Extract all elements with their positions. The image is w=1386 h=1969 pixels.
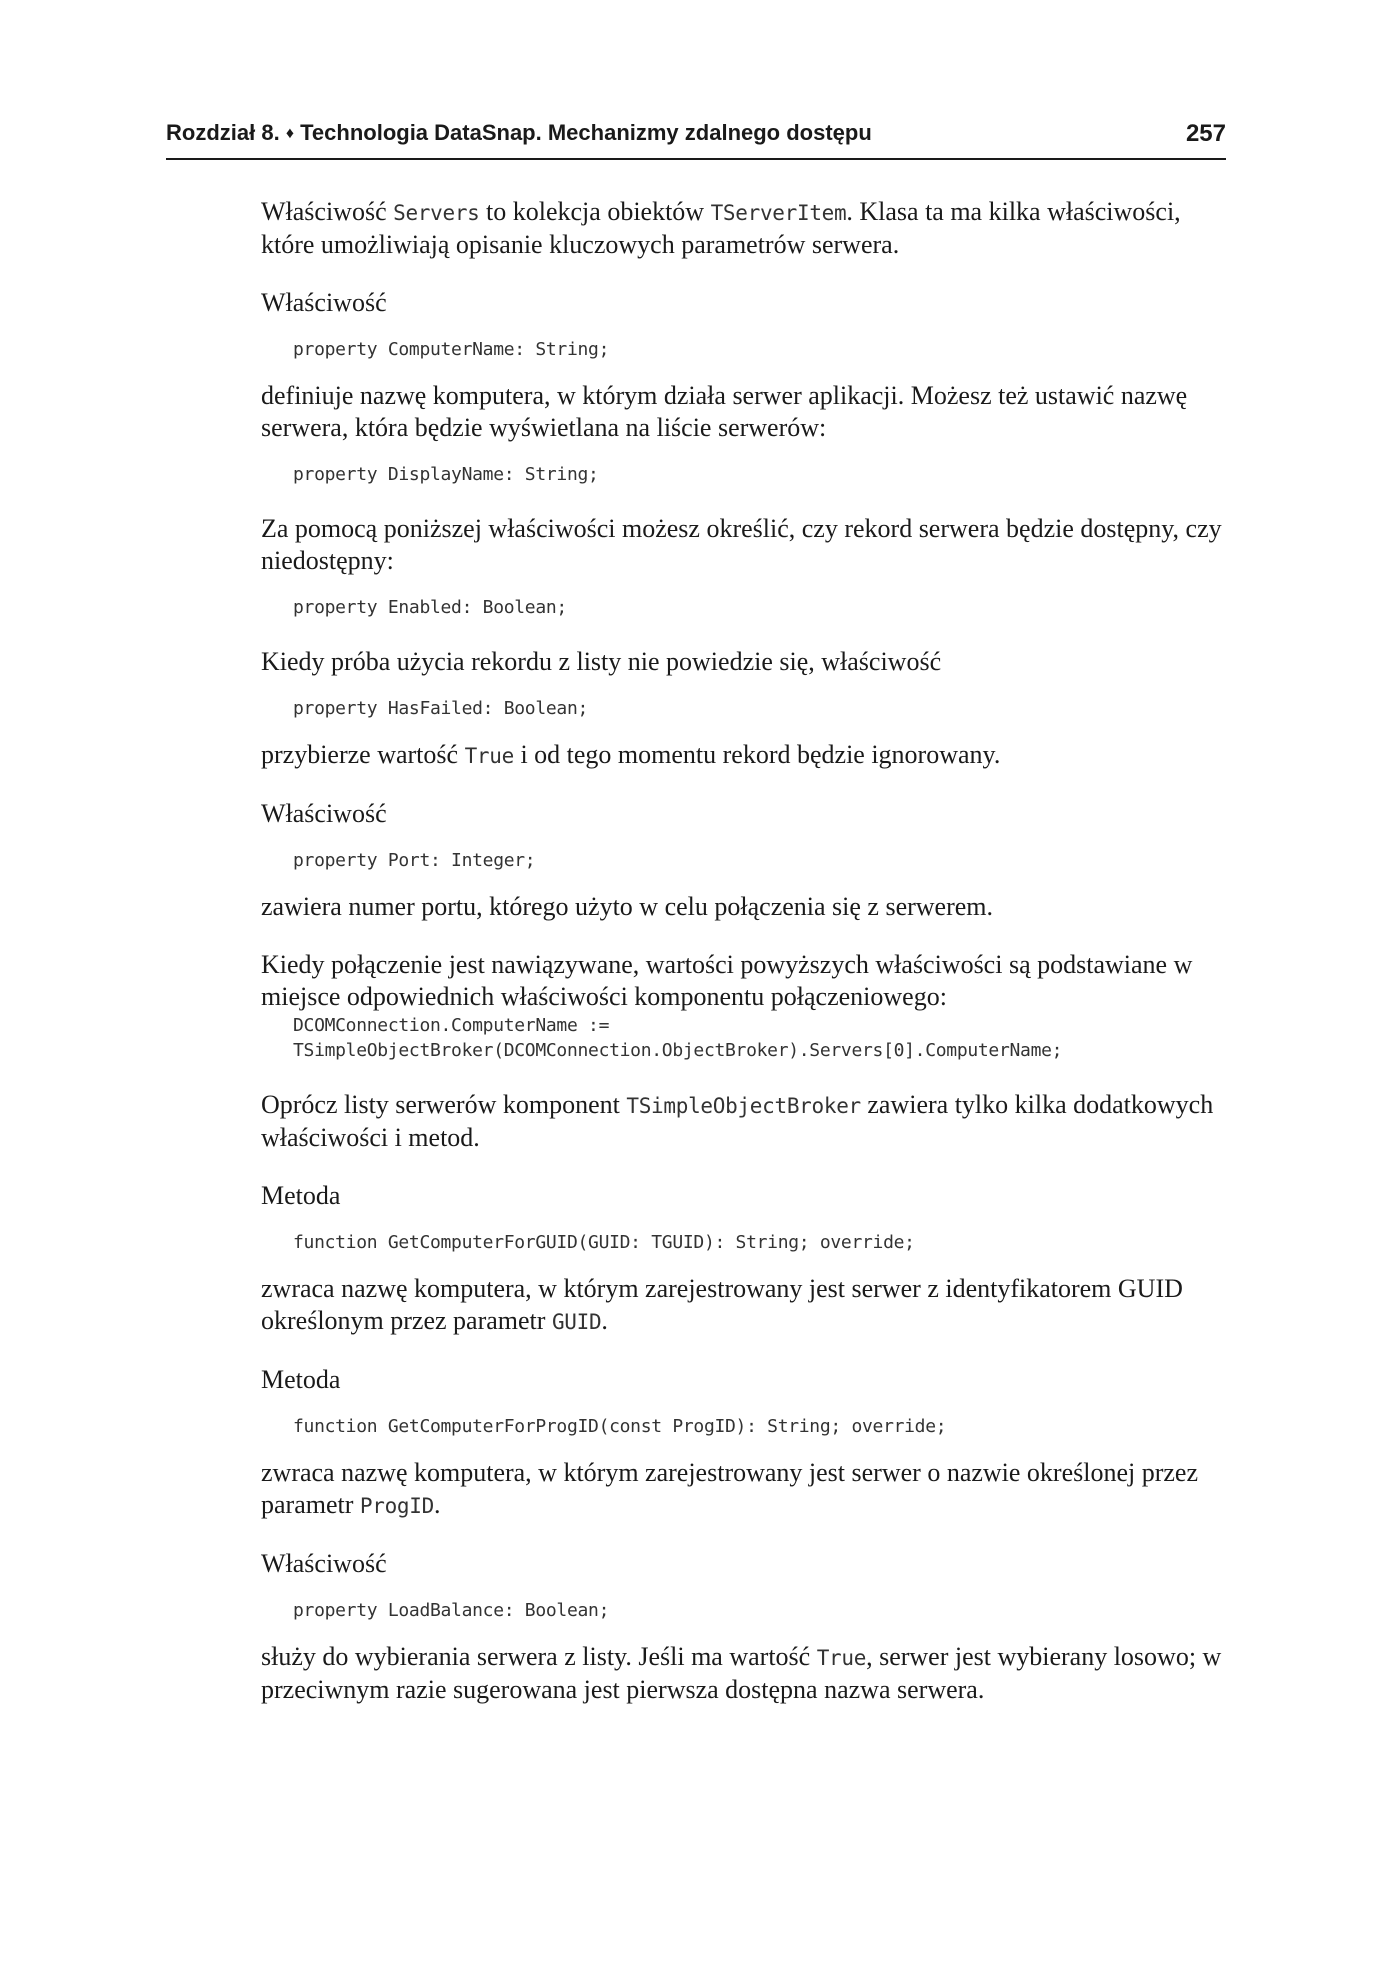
paragraph: zawiera numer portu, którego użyto w celu połączenia się z serwerem. (261, 892, 994, 921)
chapter-title: Technologia DataSnap. Mechanizmy zdalnego dostępu (300, 120, 872, 145)
inline-code: TSimpleObjectBroker (626, 1094, 861, 1118)
inline-code: Servers (393, 201, 480, 225)
text-run: zwraca nazwę komputera, w którym zarejestrowany jest serwer o nazwie określonej przez parametr (261, 1458, 1199, 1519)
code-line: property LoadBalance: Boolean; (293, 1600, 610, 1621)
inline-code: ProgID (359, 1494, 434, 1518)
code-line: TSimpleObjectBroker(DCOMConnection.ObjectBroker).Servers[0].ComputerName; (293, 1040, 1063, 1061)
text-run: zawiera tylko kilka dodatkowych właściwości i metod. (261, 1090, 1214, 1152)
inline-code: True (816, 1646, 867, 1670)
text-run: zwraca nazwę komputera, w którym zarejestrowany jest serwer z identyfikatorem GUID określonym przez parametr (261, 1274, 1183, 1335)
chapter-label: Rozdział 8. (166, 120, 280, 145)
text-run: . (601, 1306, 608, 1335)
label-paragraph: Właściwość (261, 1549, 387, 1578)
text-run: przybierze wartość (261, 740, 465, 769)
paragraph (261, 1089, 1227, 1154)
paragraph: Kiedy próba użycia rekordu z listy nie powiedzie się, właściwość (261, 647, 942, 676)
text-run: Właściwość (261, 197, 394, 226)
paragraph (261, 739, 1227, 772)
page-number: 257 (1185, 120, 1226, 147)
inline-code: GUID (551, 1310, 602, 1334)
paragraph: Za pomocą poniższej właściwości możesz określić, czy rekord serwera będzie dostępny, czy niedostępny: (261, 514, 1222, 575)
code-line: property ComputerName: String; (293, 339, 610, 360)
code-line: DCOMConnection.ComputerName := (293, 1015, 610, 1036)
text-run: to kolekcja obiektów (479, 197, 711, 226)
text-run: służy do wybierania serwera z listy. Jeśli ma wartość (261, 1642, 817, 1671)
paragraph: definiuje nazwę komputera, w którym działa serwer aplikacji. Możesz też ustawić nazwę serwera, która będzie wyświetlana na liście serwerów: (261, 381, 1188, 442)
header-title (166, 120, 872, 146)
code-block (261, 1013, 1227, 1063)
code-line: property DisplayName: String; (293, 464, 599, 485)
diamond-icon: ♦ (285, 125, 294, 142)
paragraph: Kiedy połączenie jest nawiązywane, wartości powyższych właściwości są podstawiane w miejsce odpowiednich właściwości komponentu połączeniowego: (261, 950, 1193, 1011)
inline-code: True (464, 744, 514, 768)
code-line: property Port: Integer; (293, 850, 536, 871)
text-run: . (433, 1490, 441, 1519)
paragraph (261, 1457, 1227, 1522)
inline-code: TServerItem (710, 201, 847, 225)
running-header (166, 118, 1226, 160)
label-paragraph: Właściwość (261, 288, 387, 317)
paragraph (261, 1273, 1227, 1338)
text-run: . Klasa ta ma kilka właściwości, które umożliwiają opisanie kluczowych parametrów serwera. (261, 197, 1181, 259)
paragraph (261, 1641, 1227, 1706)
paragraph (261, 196, 1227, 261)
code-line: property HasFailed: Boolean; (293, 698, 589, 719)
code-line: function GetComputerForGUID(GUID: TGUID): String; override; (293, 1232, 915, 1253)
text-run: i od tego momentu rekord będzie ignorowany. (513, 740, 1001, 769)
label-paragraph: Metoda (261, 1365, 341, 1394)
text-run: , serwer jest wybierany losowo; w przeciwnym razie sugerowana jest pierwsza dostępna nazwa serwera. (261, 1642, 1222, 1704)
code-line: function GetComputerForProgID(const ProgID): String; override; (293, 1416, 947, 1437)
label-paragraph: Metoda (261, 1181, 341, 1210)
code-line: property Enabled: Boolean; (293, 597, 567, 618)
label-paragraph: Właściwość (261, 799, 387, 828)
page-body (261, 196, 1227, 1706)
text-run: Oprócz listy serwerów komponent (261, 1090, 627, 1119)
